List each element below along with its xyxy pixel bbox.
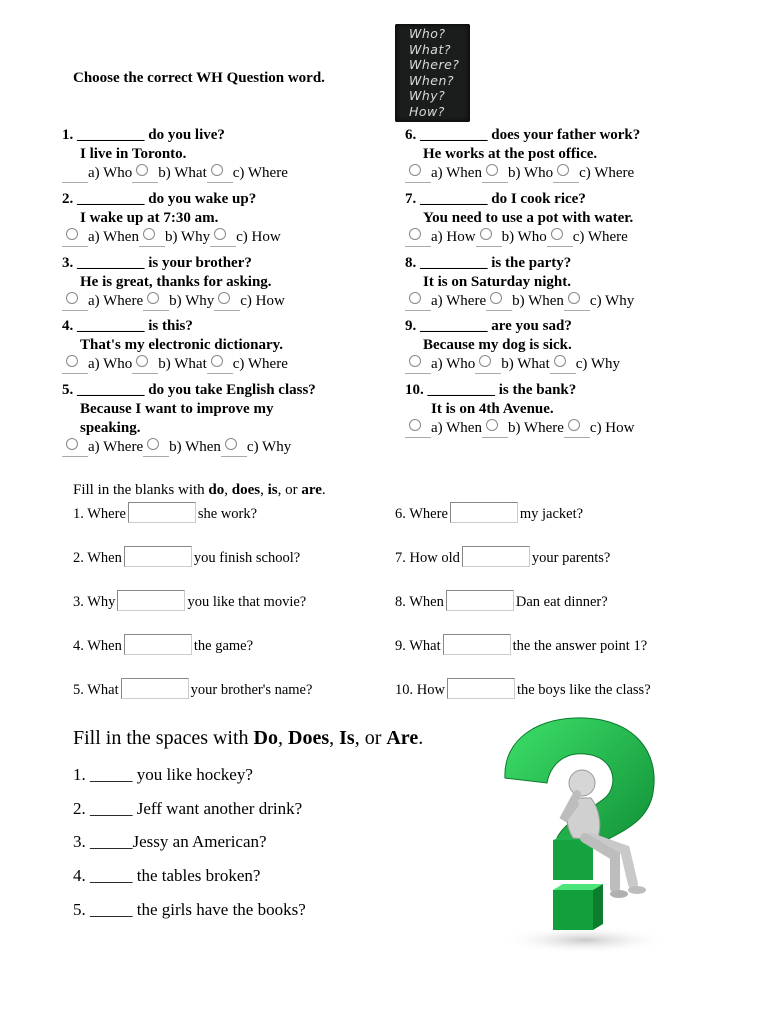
option-a: a) Where: [88, 293, 144, 309]
radio-option-b[interactable]: [482, 164, 508, 183]
question-text: 5. _________ do you take English class?: [62, 382, 316, 398]
radio-option-c[interactable]: [207, 355, 233, 374]
answer-text: I live in Toronto.: [80, 146, 187, 162]
question-text: 1. _________ do you live?: [62, 127, 225, 143]
radio-option-b[interactable]: [143, 438, 169, 457]
blank-input[interactable]: [462, 546, 530, 567]
radio-option-c[interactable]: [564, 292, 590, 311]
blank-input[interactable]: [443, 634, 511, 655]
question-text: 2. _________ do you wake up?: [62, 191, 257, 207]
fill-blank-item: 2. When you finish school?: [73, 546, 300, 567]
question-text: 7. _________ do I cook rice?: [405, 191, 586, 207]
option-a: a) When: [431, 165, 482, 181]
question-text: 6. _________ does your father work?: [405, 127, 641, 143]
radio-option-b[interactable]: [476, 228, 502, 247]
radio-option-c[interactable]: [550, 355, 576, 374]
blank-input[interactable]: [447, 678, 515, 699]
option-b: b) Why: [169, 293, 215, 309]
answer-text: It is on 4th Avenue.: [431, 401, 554, 417]
radio-option-c[interactable]: [564, 419, 590, 438]
question-mark-figure-illustration: [485, 708, 675, 958]
option-a: a) Where: [431, 293, 487, 309]
option-a: a) How: [431, 229, 476, 245]
question-text: 3. _________ is your brother?: [62, 255, 252, 271]
radio-option-a[interactable]: [405, 419, 431, 438]
option-c: c) Where: [579, 165, 635, 181]
option-b: b) Who: [507, 165, 554, 181]
option-a: a) Who: [88, 165, 133, 181]
fill-blank-item: 5. What your brother's name?: [73, 678, 312, 699]
radio-option-c[interactable]: [214, 292, 240, 311]
blank-input[interactable]: [117, 590, 185, 611]
option-b: b) Where: [507, 420, 564, 436]
option-c: c) Why: [589, 293, 635, 309]
radio-option-b[interactable]: [482, 419, 508, 438]
blank-input[interactable]: [128, 502, 196, 523]
question-text: 8. _________ is the party?: [405, 255, 572, 271]
radio-option-b[interactable]: [132, 164, 158, 183]
option-a: a) Where: [88, 439, 144, 455]
fill-blank-item: 1. Where she work?: [73, 502, 257, 523]
spaces-item: 4. _____ the tables broken?: [73, 866, 261, 885]
option-c: c) Why: [575, 356, 621, 372]
fill-blank-item: 6. Where my jacket?: [395, 502, 583, 523]
radio-option-c[interactable]: [221, 438, 247, 457]
board-word: What?: [409, 41, 451, 57]
option-b: b) What: [501, 356, 550, 372]
fill-blank-item: 8. When Dan eat dinner?: [395, 590, 608, 611]
fill-blank-item: 9. What the the answer point 1?: [395, 634, 647, 655]
option-c: c) Where: [232, 356, 288, 372]
board-word: Why?: [409, 88, 446, 103]
section3-title: Fill in the spaces with Do, Does, Is, or Are.: [73, 727, 424, 749]
question-words-chalkboard-image: [395, 24, 470, 122]
question-4: [62, 317, 288, 374]
radio-option-c[interactable]: [547, 228, 573, 247]
question-text: 4. _________ is this?: [62, 318, 193, 334]
fill-blank-item: 10. How the boys like the class?: [395, 678, 651, 699]
question-1: [62, 126, 288, 183]
option-c: c) How: [236, 229, 281, 245]
option-c: c) Why: [246, 439, 292, 455]
radio-option-b[interactable]: [132, 355, 158, 374]
blank-input[interactable]: [124, 634, 192, 655]
board-word: How?: [409, 103, 445, 119]
question-5: [62, 381, 316, 457]
fill-blank-item: 4. When the game?: [73, 634, 253, 655]
radio-option-b[interactable]: [139, 228, 165, 247]
radio-option-c[interactable]: [553, 164, 579, 183]
blank-input[interactable]: [121, 678, 189, 699]
fill-blank-item: 7. How old your parents?: [395, 546, 610, 567]
option-b: b) Why: [164, 229, 211, 245]
fill-blank-item: 3. Why you like that movie?: [73, 590, 306, 611]
blank-input[interactable]: [124, 546, 192, 567]
question-2: [62, 190, 281, 247]
radio-option-a[interactable]: [405, 164, 431, 183]
radio-option-b[interactable]: [475, 355, 501, 374]
option-a: a) Who: [431, 356, 476, 372]
option-b: b) When: [169, 439, 221, 455]
question-text: 10. _________ is the bank?: [405, 382, 577, 398]
radio-option-a[interactable]: [62, 355, 88, 374]
spaces-item: 1. _____ you like hockey?: [73, 765, 253, 784]
board-word: Who?: [409, 26, 446, 41]
spaces-item: 3. _____Jessy an American?: [73, 832, 267, 851]
radio-option-a[interactable]: [405, 292, 431, 311]
radio-option-a[interactable]: [62, 438, 88, 457]
radio-option-a[interactable]: [405, 228, 431, 247]
section1-title: Choose the correct WH Question word.: [73, 70, 325, 86]
question-text: 9. _________ are you sad?: [405, 318, 572, 334]
question-9: [405, 317, 620, 374]
blank-input[interactable]: [450, 502, 518, 523]
option-c: c) Where: [572, 229, 628, 245]
option-c: c) Where: [232, 165, 288, 181]
option-a: a) Who: [88, 356, 133, 372]
answer-text: It is on Saturday night.: [423, 274, 571, 290]
answer-text-continued: speaking.: [80, 420, 141, 436]
answer-text: That's my electronic dictionary.: [80, 337, 284, 353]
spaces-item: 2. _____ Jeff want another drink?: [73, 799, 303, 818]
answer-text: I wake up at 7:30 am.: [80, 210, 219, 226]
radio-option-a[interactable]: [405, 355, 431, 374]
option-c: c) How: [240, 293, 285, 309]
spaces-item: 5. _____ the girls have the books?: [73, 900, 306, 919]
board-word: Where?: [409, 57, 460, 72]
answer-text: You need to use a pot with water.: [423, 210, 634, 226]
radio-option-b[interactable]: [486, 292, 512, 311]
question-6: [405, 126, 640, 183]
option-a: a) When: [431, 420, 482, 436]
answer-text: Because I want to improve my: [80, 401, 274, 417]
question-10: [405, 381, 634, 438]
option-b: b) What: [158, 356, 207, 372]
radio-option-b[interactable]: [143, 292, 169, 311]
question-7: [405, 190, 633, 247]
radio-option-a[interactable]: [62, 228, 88, 247]
question-8: [405, 254, 634, 311]
section2-title: Fill in the blanks with do, does, is, or are.: [73, 482, 326, 498]
option-c: c) How: [589, 420, 635, 436]
option-b: b) When: [512, 293, 564, 309]
board-word: When?: [409, 72, 455, 88]
answer-text: Because my dog is sick.: [423, 337, 572, 353]
answer-text: He works at the post office.: [423, 146, 598, 162]
radio-option-a[interactable]: [62, 292, 88, 311]
option-a: a) When: [88, 229, 139, 245]
question-3: [62, 254, 285, 311]
blank-input[interactable]: [446, 590, 514, 611]
option-b: b) Who: [501, 229, 547, 245]
option-b: b) What: [158, 165, 207, 181]
radio-option-c[interactable]: [207, 164, 233, 183]
radio-option-c[interactable]: [210, 228, 236, 247]
answer-text: He is great, thanks for asking.: [80, 274, 272, 290]
